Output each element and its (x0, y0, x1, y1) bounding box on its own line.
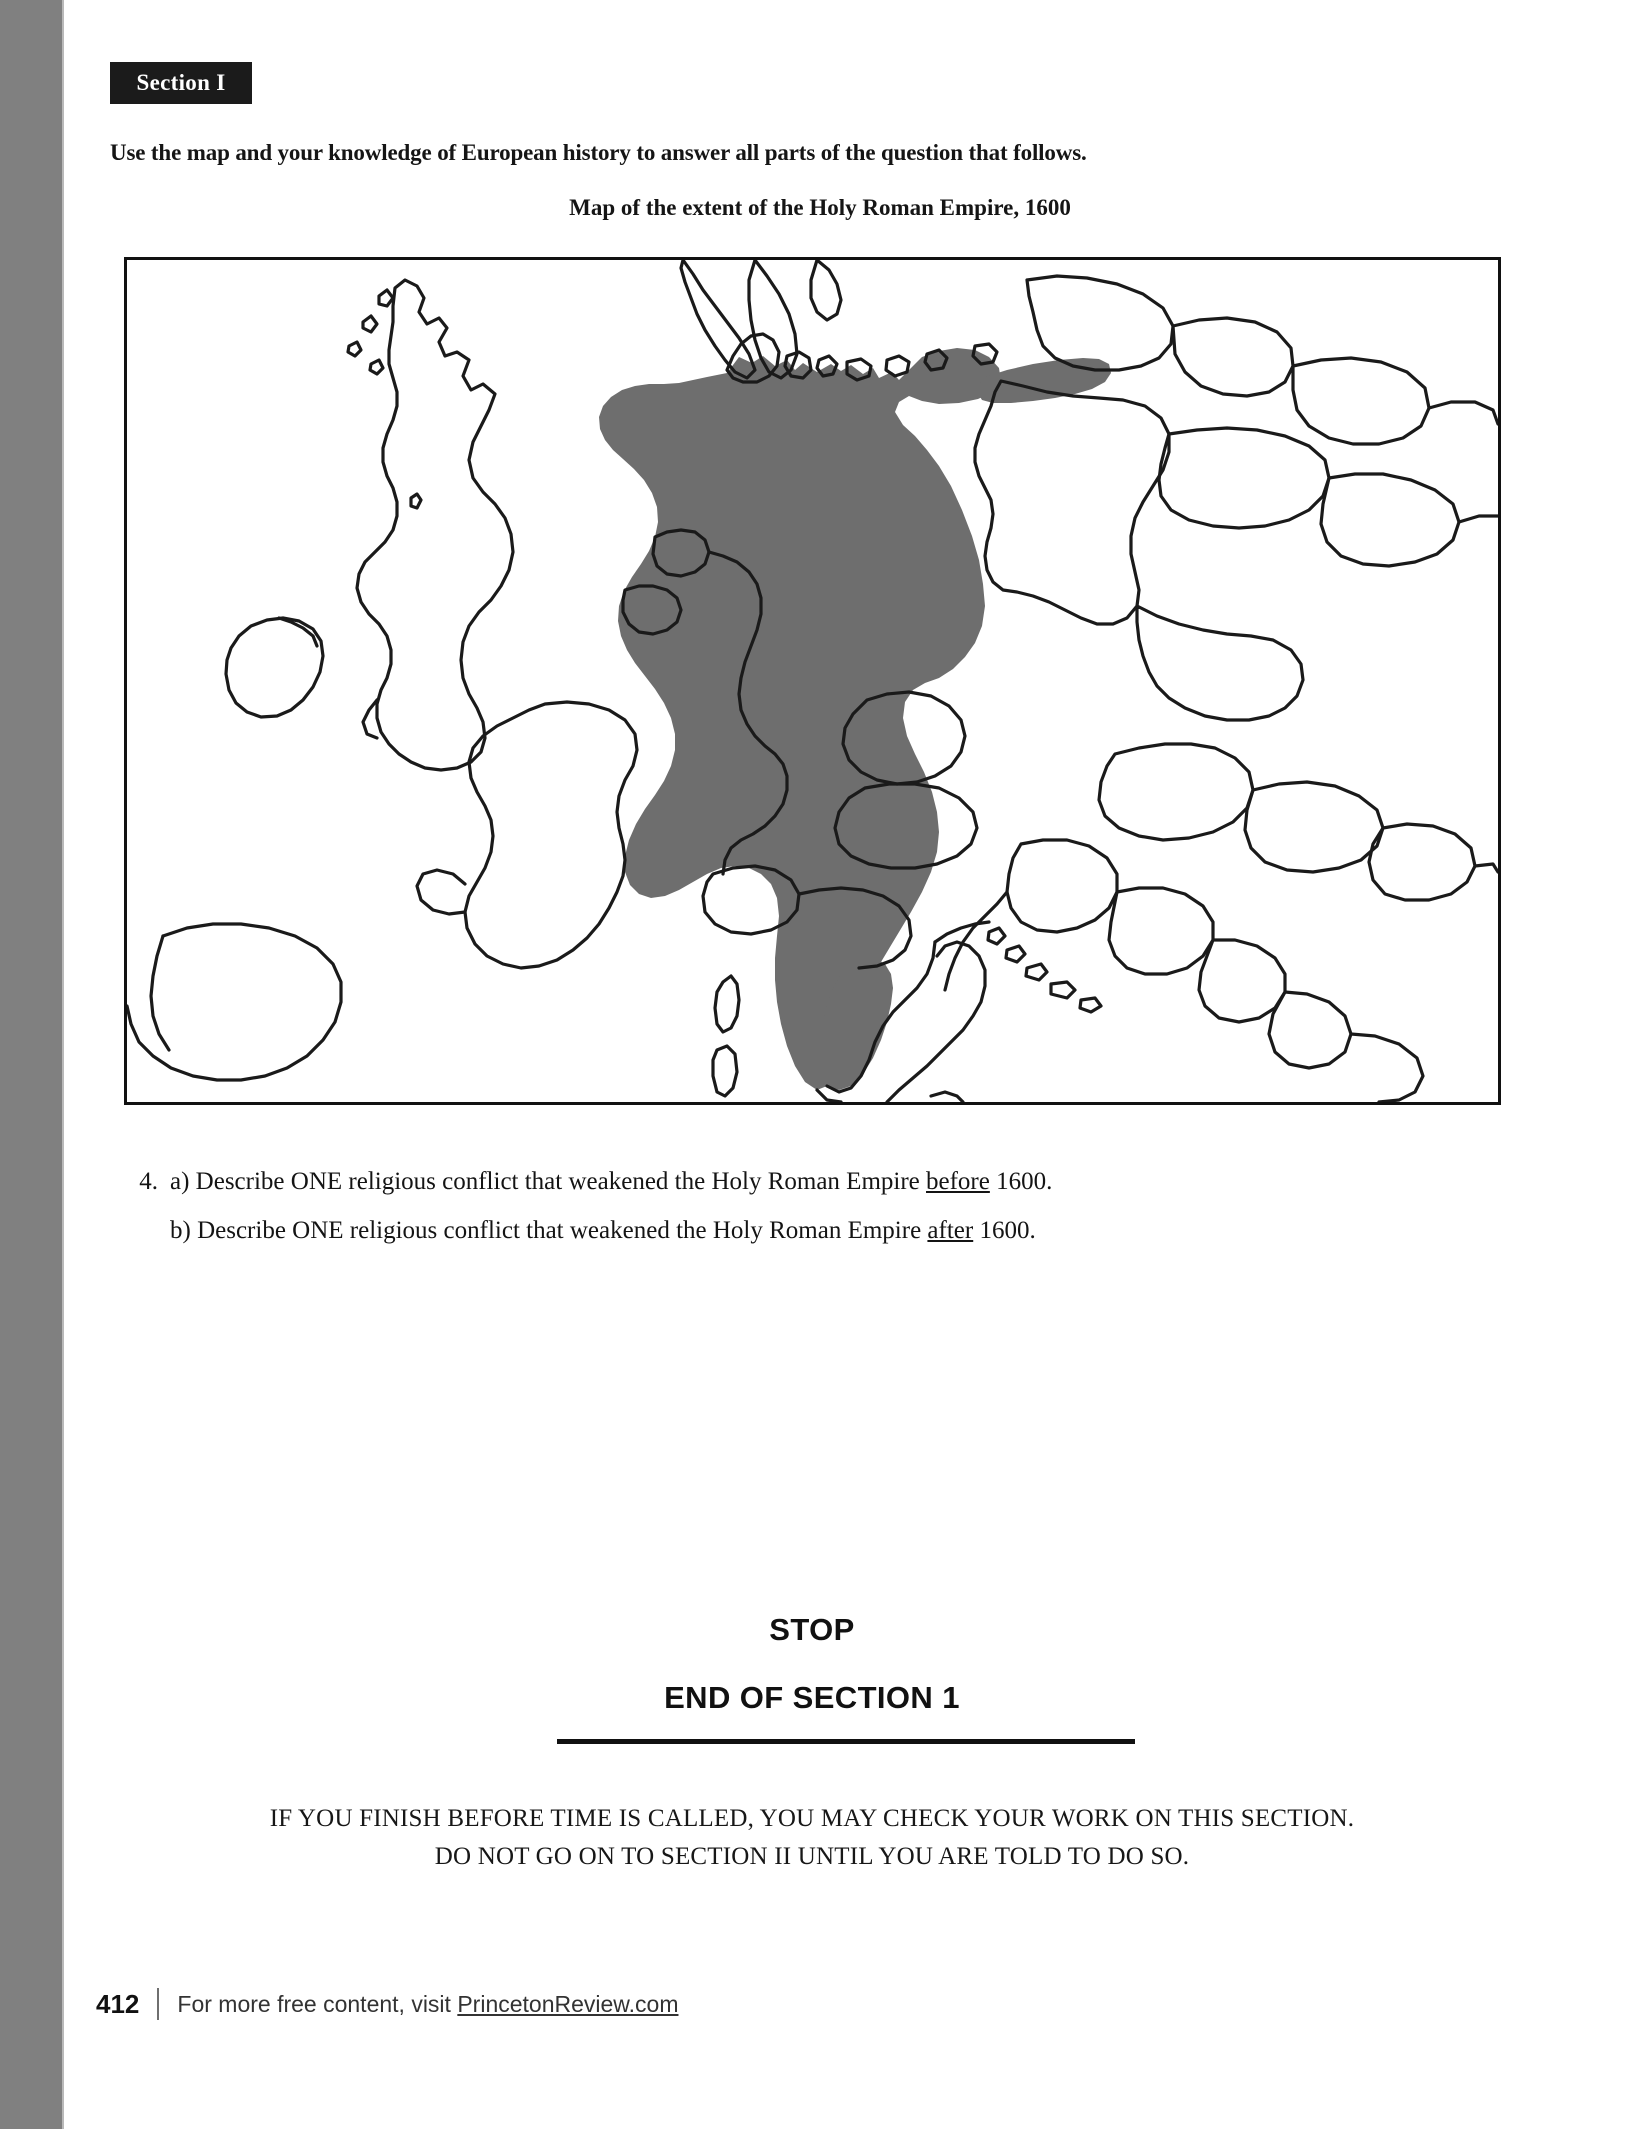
directions-text: Use the map and your knowledge of European history to answer all parts of the question that follows. (110, 140, 1087, 165)
europe-map-svg (127, 260, 1498, 1102)
question-part-a-text (170, 1168, 1552, 1196)
footer-text-prefix: For more free content, visit (177, 1990, 458, 2017)
final-instructions (62, 1800, 1562, 1876)
question-part-b-text (170, 1217, 1552, 1245)
part-b-underlined-word: after (927, 1217, 974, 1244)
part-a-underlined-word: before (926, 1168, 990, 1195)
footer-text (177, 1991, 678, 2018)
page-number: 412 (96, 1988, 140, 2019)
page-gutter-bar (0, 0, 62, 2129)
question-number: 4. (139, 1168, 158, 1195)
final-instructions-line-1: IF YOU FINISH BEFORE TIME IS CALLED, YOU MAY CHECK YOUR WORK ON THIS SECTION. (269, 1805, 1355, 1832)
page-content (62, 0, 1640, 2129)
final-instructions-line-2: DO NOT GO ON TO SECTION II UNTIL YOU ARE TOLD TO DO SO. (434, 1843, 1190, 1870)
question-block (132, 1168, 1552, 1266)
part-a-after-text: 1600. (989, 1168, 1053, 1195)
part-b-before-text: Describe ONE religious conflict that weakened the Holy Roman Empire (197, 1217, 928, 1244)
stop-label: STOP (769, 1612, 855, 1647)
part-b-label: b) (170, 1217, 191, 1244)
map-caption: Map of the extent of the Holy Roman Empire, 1600 (569, 195, 1071, 220)
map-figure (124, 257, 1501, 1105)
question-part-b (132, 1217, 1552, 1245)
stop-horizontal-rule (557, 1739, 1135, 1744)
page-footer (96, 1984, 678, 2024)
section-badge: Section I (110, 62, 252, 104)
question-part-a (132, 1168, 1552, 1196)
footer-link[interactable]: PrincetonReview.com (457, 1990, 679, 2017)
footer-divider (157, 1988, 159, 2020)
end-of-section-label: END OF SECTION 1 (664, 1680, 960, 1715)
part-b-after-text: 1600. (973, 1217, 1036, 1244)
part-a-before-text: Describe ONE religious conflict that weakened the Holy Roman Empire (195, 1168, 927, 1195)
part-a-label: a) (170, 1168, 190, 1195)
